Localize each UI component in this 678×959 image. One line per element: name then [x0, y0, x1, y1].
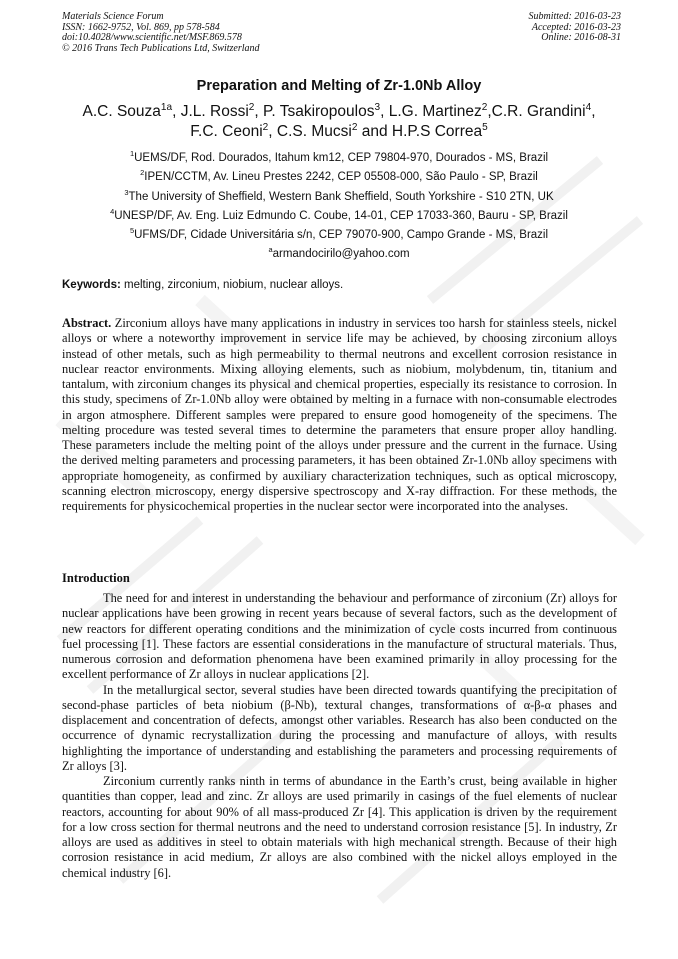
affiliation-4: $^4$UNESP/DF, Av. Eng. Luiz Edmundo C. Coube, 14-01, CEP 17033-360, Bauru - SP, Brazil	[110, 207, 568, 222]
journal-name: Materials Science Forum	[62, 11, 164, 22]
paper-title: Preparation and Melting of Zr-1.0Nb Alloy	[196, 78, 482, 94]
author-email: $^a$armandocirilo@yahoo.com	[268, 245, 410, 261]
introduction-heading: Introduction	[62, 571, 130, 585]
author-7: C.S. Mucsi$^2$ and	[276, 121, 392, 140]
author-4: L.G. Martinez$^2$,	[388, 101, 492, 120]
affiliation-2: $^2$IPEN/CCTM, Av. Lineu Prestes 2242, CEP 05508-000, São Paulo - SP, Brazil	[140, 168, 538, 184]
intro-paragraph: The need for and interest in understanding the behaviour and performance of zirconium (Zr) alloys for nuclear applications have been growing in recent years because of several factors, such as the development of new reactors for different operating conditions and the minimization of cycle costs incurred from continuous fuel processing [1]. These factors are essential considerations in the manufacture of structural materials. Thus, numerous corrosion and deformation phenomena have been examined primarily in alloy processing for the excellent performance of Zr alloys in nuclear applications [2].	[62, 591, 617, 682]
abstract	[62, 316, 617, 514]
keywords-text: melting, zirconium, niobium, nuclear alloys.	[120, 279, 344, 291]
author-list	[40, 102, 638, 142]
doi-line: doi:10.4028/www.scientific.net/MSF.869.578	[62, 32, 242, 43]
abstract-label: Abstract.	[62, 316, 112, 330]
author-2: J.L. Rossi$^2$,	[180, 101, 264, 120]
issn-line: ISSN: 1662-9752, Vol. 869, pp 578-584	[62, 21, 220, 33]
copyright-line: © 2016 Trans Tech Publications Ltd, Switzerland	[62, 42, 260, 54]
author-1: A.C. Souza$^{1a}$,	[82, 101, 181, 120]
accepted-date: Accepted: 2016-03-23	[531, 21, 621, 33]
intro-paragraph: Zirconium currently ranks ninth in terms of abundance in the Earth’s crust, being available in higher quantities than copper, lead and zinc. Zr alloys are used primarily in casings of the fuel elements of nuclear reactors, accounting for about 90% of all mass-produced Zr [4]. This application is driven by the requirement for a low cross section for thermal neutrons and the need to understand corrosion resistance [5]. In industry, Zr alloys are used as additives in steel to obtain materials with high mechanical strength. Because of their high corrosion resistance in acid medium, Zr alloys are also combined with the nickel alloys employed in the chemical industry [6].	[62, 774, 617, 880]
affiliation-3: $^3$The University of Sheffield, Western Bank Sheffield, South Yorkshire - S10 2TN, UK	[124, 187, 554, 203]
author-6: F.C. Ceoni$^2$,	[190, 121, 277, 140]
author-8: H.P.S Correa$^5$	[391, 121, 488, 140]
author-3: P. Tsakiropoulos$^3$,	[263, 101, 389, 120]
affiliation-5: $^5$UFMS/DF, Cidade Universitária s/n, CEP 79070-900, Campo Grande - MS, Brazil	[129, 226, 549, 242]
keywords-line	[62, 279, 343, 291]
abstract-text: Zirconium alloys have many applications in industry in services too harsh for stainless steels, nickel alloys or where a noteworthy improvement in service life may be achieved, by choosing zirconium alloys instead of other metals, such as high permeability to thermal neutrons and excellent corrosion resistance in nuclear reactor environments. Mixing alloying elements, such as niobium, molybdenum, tin, titanium and tantalum, with zirconium changes its physical and chemical properties, especially its resistance to corrosion. In this study, specimens of Zr-1.0Nb alloy were obtained by melting in a furnace with non-consumable electrodes in argon atmosphere. Different samples were prepared to ensure good homogeneity of the specimens. The melting procedure was tested several times to determine the parameters that ensure proper alloy handling. These parameters include the melting point of the alloys under pressure and the current in the furnace. Using the derived melting parameters and processing parameters, it has been obtained Zr-1.0Nb alloy specimens with appropriate homogeneity, as confirmed by auxiliary characterization techniques, such as optical microscopy, scanning electron microscopy, energy dispersive spectroscopy and X-ray diffraction. For these methods, the requirements for physicochemical properties in the nuclear sector were incorporated into the analyses.	[62, 316, 617, 513]
affiliation-1: $^1$UEMS/DF, Rod. Dourados, Itahum km12, CEP 79804-970, Dourados - MS, Brazil	[129, 149, 549, 164]
publication-info	[62, 12, 260, 54]
affiliation-list	[40, 149, 638, 265]
keywords-label: Keywords:	[62, 279, 121, 291]
intro-paragraph: In the metallurgical sector, several studies have been directed towards quantifying the precipitation of second-phase particles of beta niobium (β-Nb), textural changes, transformations of α-β-α phases and displacement and concentration of defects, amongst other variables. Research has also been conducted on the occurrence of dynamic recrystallization during the processing and manufacture of alloys, with results highlighting the importance of understanding and establishing the parameters and processing requirements of Zr alloys [3].	[62, 682, 617, 773]
online-date: Online: 2016-08-31	[541, 32, 621, 43]
author-5: C.R. Grandini$^4$,	[491, 101, 596, 120]
submitted-date: Submitted: 2016-03-23	[528, 11, 621, 22]
publication-dates	[529, 12, 622, 44]
introduction-body	[62, 591, 617, 881]
